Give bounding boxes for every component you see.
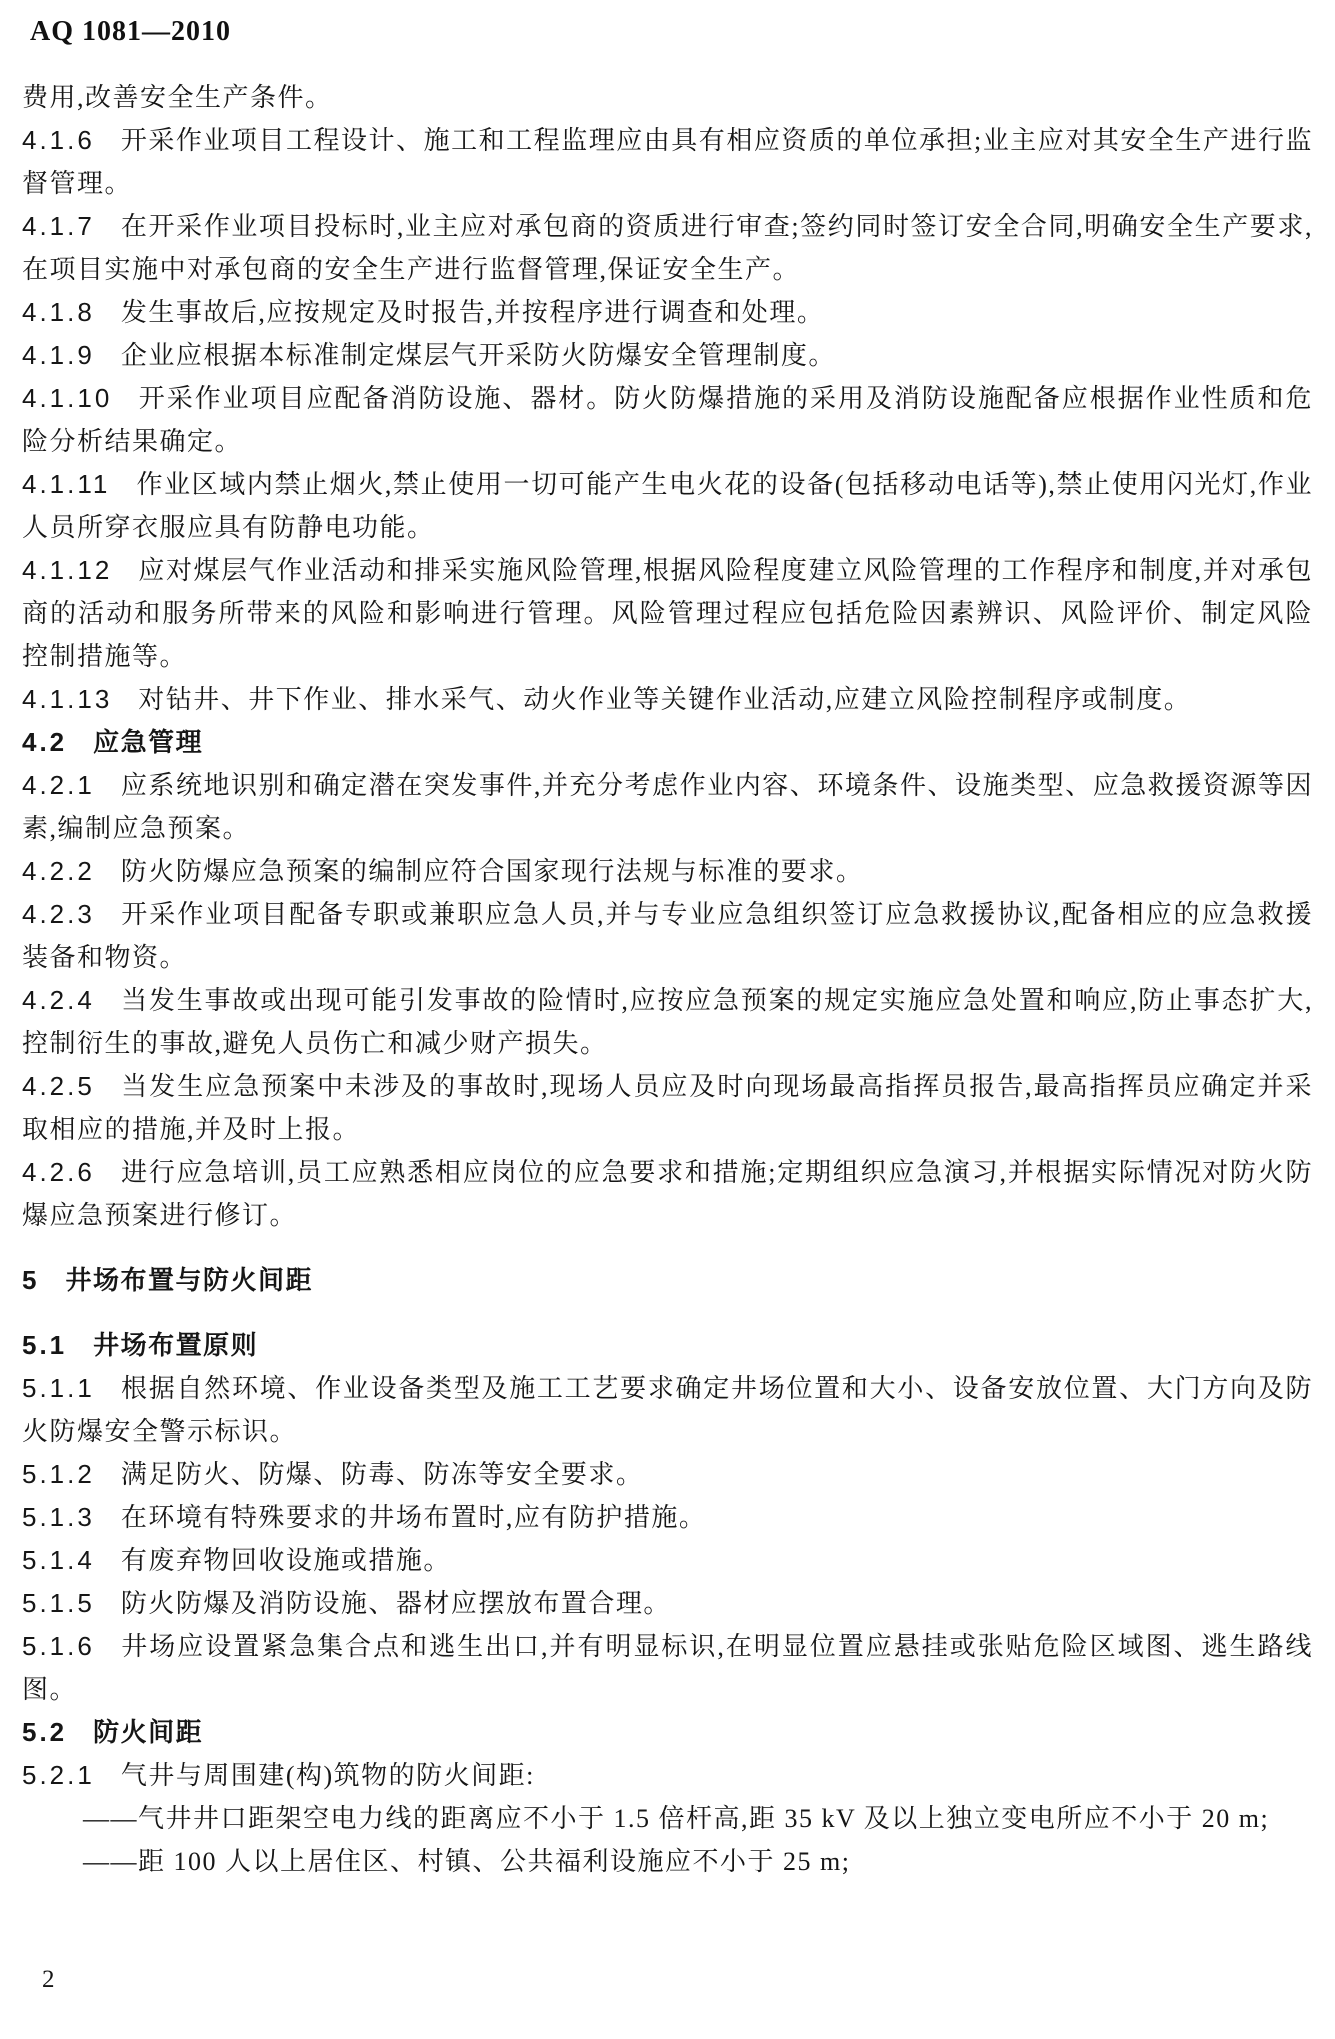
clause-text: 防火防爆及消防设施、器材应摆放布置合理。: [120, 1589, 671, 1618]
clause-number: 5.1.5: [22, 1588, 95, 1618]
clause-paragraph: [22, 1625, 1313, 1711]
clause-text: 有废弃物回收设施或措施。: [120, 1546, 451, 1575]
clause-paragraph: [22, 463, 1313, 549]
em-dash: ——: [83, 1804, 138, 1833]
clause-text: 防火防爆应急预案的编制应符合国家现行法规与标准的要求。: [120, 857, 864, 886]
clause-text: 对钻井、井下作业、排水采气、动火作业等关键作业活动,应建立风险控制程序或制度。: [138, 685, 1192, 714]
clause-number: 5.2.1: [22, 1760, 95, 1790]
clause-paragraph: [22, 850, 1313, 893]
clause-number: 4.1.13: [22, 684, 113, 714]
clause-paragraph: [22, 678, 1313, 721]
clause-number: 4.1.12: [22, 555, 113, 585]
clause-paragraph: [22, 893, 1313, 979]
clause-number: 5.1: [22, 1330, 68, 1360]
clause-paragraph: [22, 1582, 1313, 1625]
clause-number: 4.2.6: [22, 1157, 95, 1187]
clause-number: 4.2.1: [22, 770, 95, 800]
clause-number: 5.1.6: [22, 1631, 95, 1661]
subclause-heading: [22, 721, 1313, 764]
clause-text: 根据自然环境、作业设备类型及施工工艺要求确定井场位置和大小、设备安放位置、大门方向及防火防爆安全警示标识。: [22, 1374, 1313, 1446]
document-body: [22, 76, 1313, 1883]
clause-number: 5.1.3: [22, 1502, 95, 1532]
clause-text: 当发生应急预案中未涉及的事故时,现场人员应及时向现场最高指挥员报告,最高指挥员应确定并采取相应的措施,并及时上报。: [22, 1072, 1313, 1144]
clause-number: 5: [22, 1265, 40, 1295]
clause-paragraph: [22, 549, 1313, 678]
clause-paragraph: [22, 1496, 1313, 1539]
clause-number: 4.2.3: [22, 899, 95, 929]
page-header: [30, 16, 231, 48]
clause-number: 5.1.1: [22, 1373, 95, 1403]
clause-text: 作业区域内禁止烟火,禁止使用一切可能产生电火花的设备(包括移动电话等),禁止使用闪光灯,作业人员所穿衣服应具有防静电功能。: [22, 470, 1313, 542]
clause-text: 发生事故后,应按规定及时报告,并按程序进行调查和处理。: [120, 298, 825, 327]
clause-text: 开采作业项目应配备消防设施、器材。防火防爆措施的采用及消防设施配备应根据作业性质和危险分析结果确定。: [22, 384, 1313, 456]
clause-text: 井场布置与防火间距: [65, 1265, 313, 1295]
clause-paragraph: [22, 1539, 1313, 1582]
clause-text: 井场布置原则: [93, 1330, 259, 1360]
clause-paragraph: [22, 334, 1313, 377]
clause-paragraph: [22, 205, 1313, 291]
dash-item-text: 气井井口距架空电力线的距离应不小于 1.5 倍杆高,距 35 kV 及以上独立变电所应不小于 20 m;: [138, 1804, 1270, 1833]
clause-number: 4.1.8: [22, 297, 95, 327]
page-number: 2: [42, 1966, 55, 1993]
clause-text: 应急管理: [93, 727, 204, 757]
clause-text: 当发生事故或出现可能引发事故的险情时,应按应急预案的规定实施应急处置和响应,防止事态扩大,控制衍生的事故,避免人员伤亡和减少财产损失。: [22, 986, 1313, 1058]
subclause-heading: [22, 1711, 1313, 1754]
clause-text: 应对煤层气作业活动和排采实施风险管理,根据风险程度建立风险管理的工作程序和制度,并对承包商的活动和服务所带来的风险和影响进行管理。风险管理过程应包括危险因素辨识、风险评价、制定风险控制措施等。: [22, 556, 1313, 671]
clause-text: 开采作业项目工程设计、施工和工程监理应由具有相应资质的单位承担;业主应对其安全生产进行监督管理。: [22, 126, 1313, 198]
dash-list-item: [22, 1840, 1313, 1883]
clause-number: 4.1.10: [22, 383, 113, 413]
clause-text: 应系统地识别和确定潜在突发事件,并充分考虑作业内容、环境条件、设施类型、应急救援资源等因素,编制应急预案。: [22, 771, 1313, 843]
clause-text: 在开采作业项目投标时,业主应对承包商的资质进行审查;签约同时签订安全合同,明确安全生产要求,在项目实施中对承包商的安全生产进行监督管理,保证安全生产。: [22, 212, 1313, 284]
clause-paragraph: [22, 1065, 1313, 1151]
paragraph-continuation: 费用,改善安全生产条件。: [22, 83, 333, 112]
chapter-heading: [22, 1259, 1313, 1302]
clause-text: 在环境有特殊要求的井场布置时,应有防护措施。: [120, 1503, 707, 1532]
clause-number: 4.1.7: [22, 211, 95, 241]
clause-number: 4.2: [22, 727, 68, 757]
standard-code: AQ 1081—2010: [30, 16, 231, 47]
clause-number: 4.1.6: [22, 125, 95, 155]
dash-list-item: [22, 1797, 1313, 1840]
clause-text: 井场应设置紧急集合点和逃生出口,并有明显标识,在明显位置应悬挂或张贴危险区域图、逃生路线图。: [22, 1632, 1313, 1704]
clause-text: 满足防火、防爆、防毒、防冻等安全要求。: [120, 1460, 644, 1489]
dash-item-text: 距 100 人以上居住区、村镇、公共福利设施应不小于 25 m;: [138, 1847, 851, 1876]
clause-number: 4.1.9: [22, 340, 95, 370]
clause-text: 防火间距: [93, 1717, 204, 1747]
subclause-heading: [22, 1324, 1313, 1367]
clause-paragraph: [22, 764, 1313, 850]
clause-paragraph: [22, 1453, 1313, 1496]
clause-text: 进行应急培训,员工应熟悉相应岗位的应急要求和措施;定期组织应急演习,并根据实际情况对防火防爆应急预案进行修订。: [22, 1158, 1313, 1230]
clause-paragraph: [22, 979, 1313, 1065]
clause-text: 开采作业项目配备专职或兼职应急人员,并与专业应急组织签订应急救援协议,配备相应的应急救援装备和物资。: [22, 900, 1313, 972]
clause-text: 企业应根据本标准制定煤层气开采防火防爆安全管理制度。: [120, 341, 836, 370]
clause-number: 5.1.4: [22, 1545, 95, 1575]
clause-paragraph: [22, 291, 1313, 334]
clause-paragraph: [22, 1754, 1313, 1797]
clause-number: 4.1.11: [22, 469, 111, 499]
page-footer: [42, 1966, 55, 1994]
clause-number: 5.2: [22, 1717, 68, 1747]
clause-number: 4.2.4: [22, 985, 95, 1015]
clause-text: 气井与周围建(构)筑物的防火间距:: [120, 1761, 535, 1790]
clause-paragraph: [22, 377, 1313, 463]
clause-paragraph: [22, 1151, 1313, 1237]
clause-number: 5.1.2: [22, 1459, 95, 1489]
clause-number: 4.2.2: [22, 856, 95, 886]
clause-paragraph: [22, 1367, 1313, 1453]
em-dash: ——: [83, 1847, 138, 1876]
clause-paragraph: [22, 119, 1313, 205]
clause-number: 4.2.5: [22, 1071, 95, 1101]
